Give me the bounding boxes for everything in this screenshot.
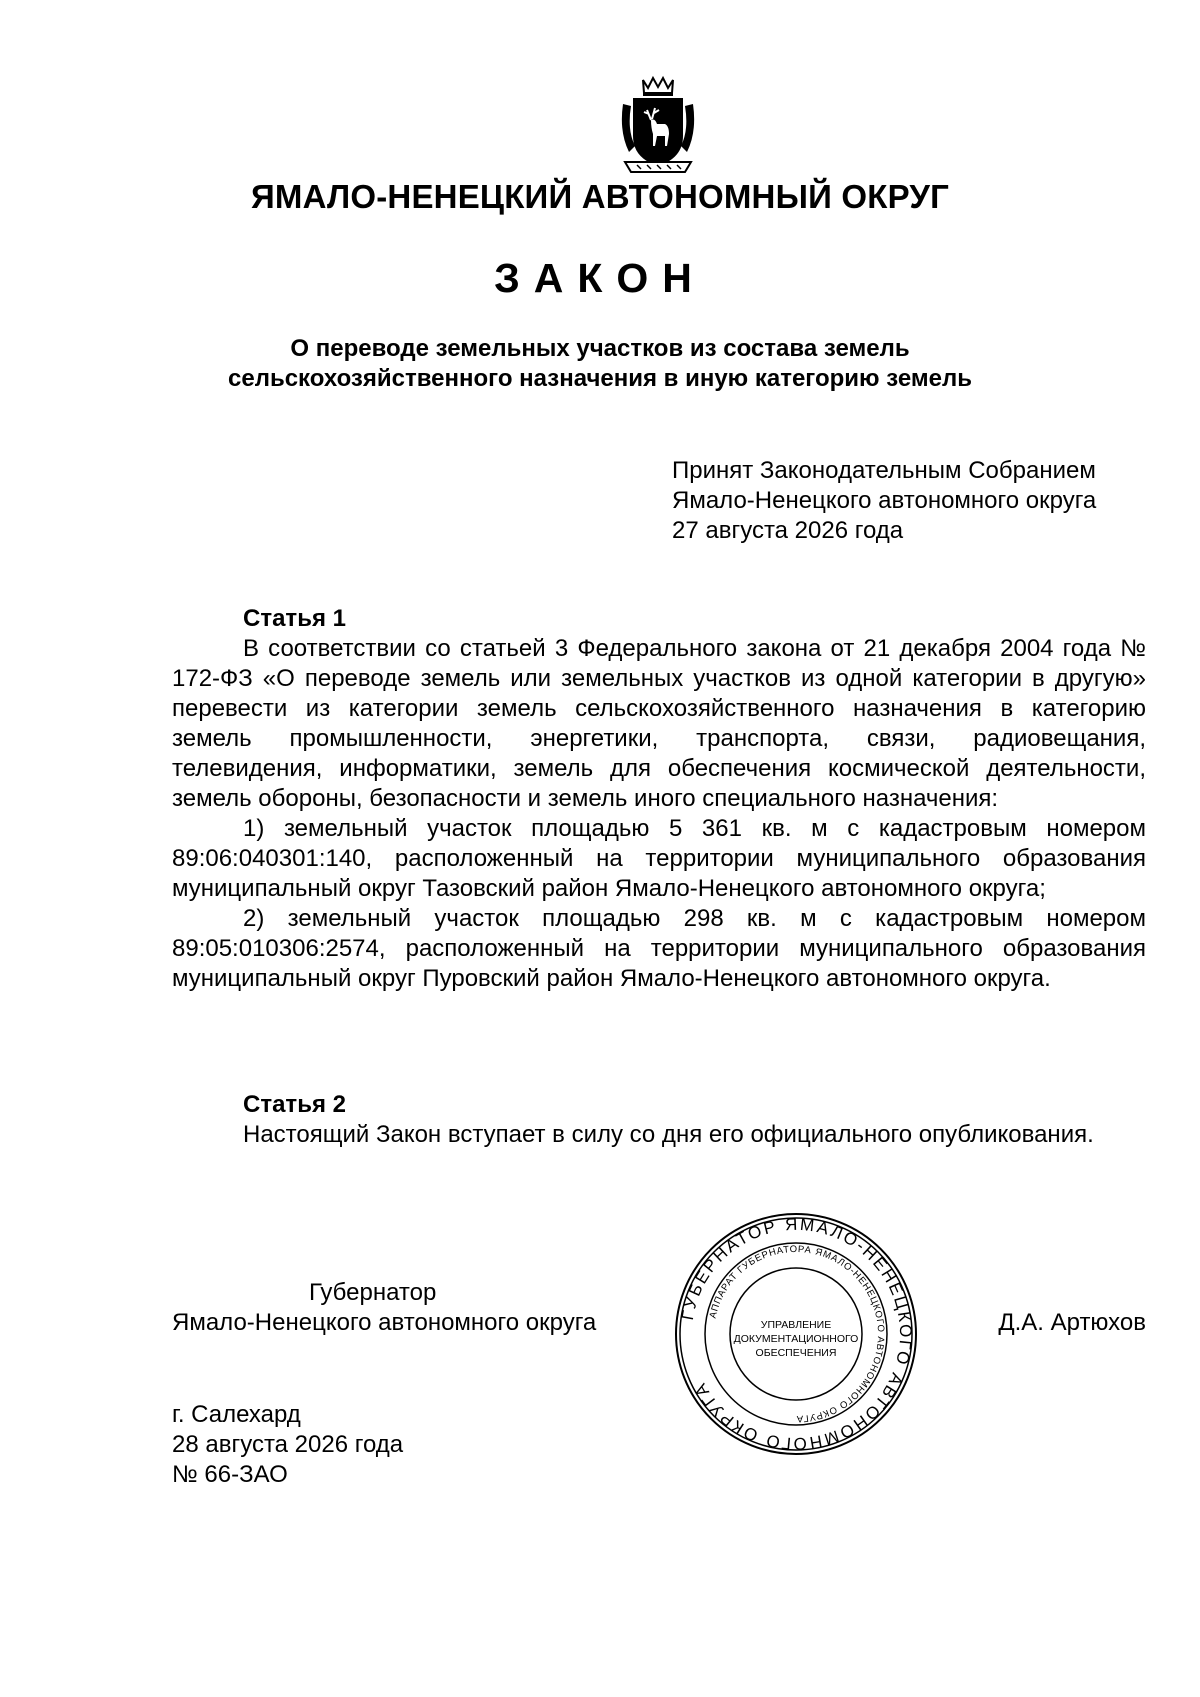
seal-outer-text: ГУБЕРНАТОР ЯМАЛО-НЕНЕЦКОГО АВТОНОМНОГО ОКРУГА (677, 1214, 916, 1454)
seal-inner-text: АППАРАТ ГУБЕРНАТОРА ЯМАЛО-НЕНЕЦКОГО АВТОНОМНОГО ОКРУГА (707, 1243, 887, 1425)
article-2-text: Настоящий Закон вступает в силу со дня его официального опубликования. (243, 1121, 1094, 1148)
signing-date: 28 августа 2026 года (172, 1431, 404, 1458)
subject-line: сельскохозяйственного назначения в иную категорию земель (228, 365, 972, 392)
coat-of-arms-emblem (615, 74, 701, 178)
adoption-line: Принят Законодательным Собранием (672, 457, 1096, 484)
signatory-position: Губернатор (309, 1279, 437, 1306)
region-title: ЯМАЛО-НЕНЕЦКИЙ АВТОНОМНЫЙ ОКРУГ (250, 178, 950, 215)
adoption-note (672, 456, 1096, 546)
subject-line: О переводе земельных участков из состава земель (290, 335, 910, 362)
article-2-heading: Статья 2 (243, 1091, 346, 1118)
adoption-line: Ямало-Ненецкого автономного округа (672, 487, 1097, 514)
seal-center-line: ДОКУМЕНТАЦИОННОГО (733, 1333, 859, 1345)
article-1-heading: Статья 1 (243, 605, 346, 632)
adoption-date: 27 августа 2026 года (672, 517, 904, 544)
document-subject (0, 334, 1200, 394)
seal-center-line: ОБЕСПЕЧЕНИЯ (755, 1347, 837, 1359)
article-1-intro: В соответствии со статьей 3 Федерального закона от 21 декабря 2004 года № 172-ФЗ «О переводе земель или земельных участков из одной категории в другую» перевести из категории земель сельскохозяйственного назначения в категорию земель промышленности, энергетики, транспорта, связи, радиовещания, телевидения, информатики, земель для обеспечения космической деятельности, земель обороны, безопасности и земель иного специального назначения: (172, 635, 1146, 812)
article-1-item-2: 2) земельный участок площадью 298 кв. м с кадастровым номером 89:05:010306:2574, расположенный на территории муниципального образования муниципальный округ Пуровский район Ямало-Ненецкого автономного округа. (172, 905, 1146, 992)
signatory-title (172, 1278, 596, 1338)
article-2 (172, 1090, 1146, 1150)
seal-center-line: УПРАВЛЕНИЕ (760, 1319, 832, 1331)
signing-place-and-number (172, 1400, 403, 1490)
signing-city: г. Салехард (172, 1401, 301, 1428)
article-1 (172, 604, 1146, 994)
article-1-item-1: 1) земельный участок площадью 5 361 кв. м с кадастровым номером 89:06:040301:140, расположенный на территории муниципального образования муниципальный округ Тазовский район Ямало-Ненецкого автономного округа; (172, 815, 1146, 902)
official-seal (674, 1212, 918, 1456)
document-type: ЗАКОН (494, 255, 706, 301)
signatory-region: Ямало-Ненецкого автономного округа (172, 1309, 597, 1336)
signatory-name: Д.А. Артюхов (998, 1309, 1146, 1336)
law-number: № 66-ЗАО (172, 1461, 288, 1488)
